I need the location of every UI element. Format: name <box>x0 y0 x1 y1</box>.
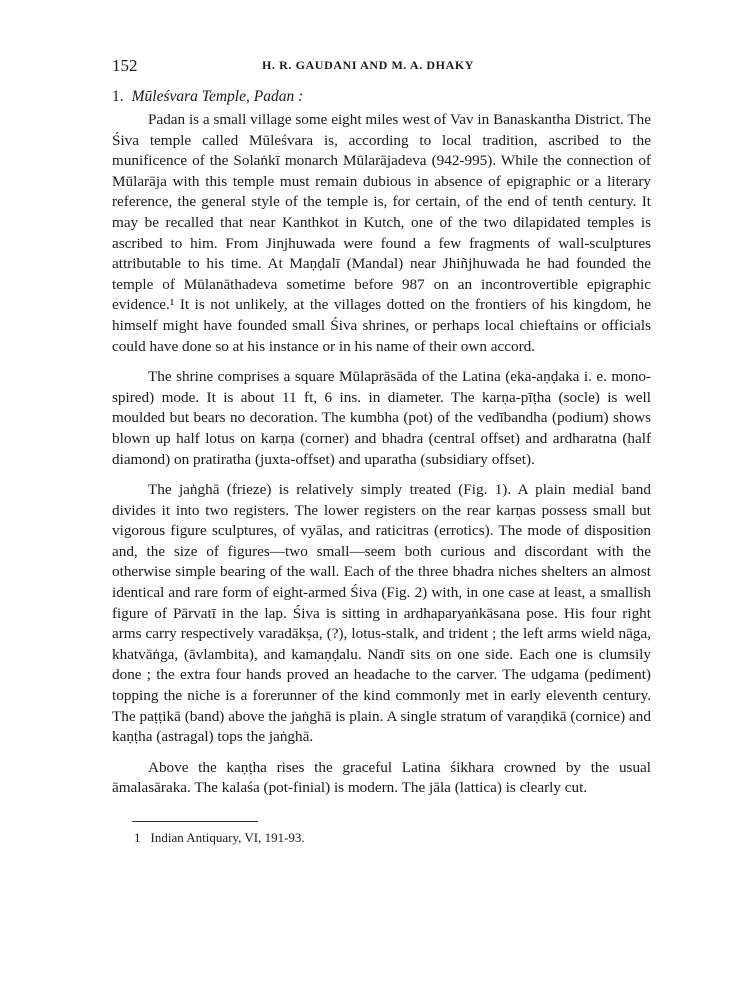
page-number: 152 <box>112 56 138 75</box>
section-number: 1. <box>112 88 124 105</box>
section-heading <box>112 88 651 106</box>
footnote-number: 1 <box>134 830 141 845</box>
running-head: H. R. GAUDANI AND M. A. DHAKY <box>262 58 475 72</box>
paragraph-1: Padan is a small village some eight miles west of Vav in Banaskantha District. The Śiva temple called Mūleśvara is, according to local tradition, ascribed to the munificence of the Solaṅkī monarch Mūlarājadeva (942-995). While the connection of Mūlarāja with this temple must remain dubious in absence of epigraphic or a literary reference, the general style of the temple is, for certain, of the end of tenth century. It may be recalled that near Kanthkot in Kutch, one of the two dilapidated temples is ascribed to him. From Jinjhuwada were found a few fragments of wall-sculptures attributable to his time. At Maṇḍalī (Mandal) near Jhiñjhuwada he had founded the temple of Mūlanāthadeva sometime before 987 on an incontrovertible epigraphic evidence.¹ It is not unlikely, at the villages dotted on the frontiers of his kingdom, he himself might have founded small Śiva shrines, or perhaps local chieftains or officials could have done so at his instance or in his name of their own accord. <box>112 111 651 355</box>
paragraph-2: The shrine comprises a square Mūlaprāsāda of the Latina (eka-aṇḍaka i. e. mono-spired) mode. It is about 11 ft, 6 ins. in diameter. The karṇa-pīṭha (socle) is well moulded but bears no decoration. The kumbha (pot) of the vedībandha (podium) shows blown up half lotus on karṇa (corner) and bhadra (central offset) and ardharatna (half diamond) on pratiratha (juxta-offset) and uparatha (subsidiary offset). <box>112 368 651 468</box>
footnote-divider <box>132 821 258 822</box>
footnote <box>134 830 651 846</box>
page-header <box>112 52 651 78</box>
paragraph-3: The jaṅghā (frieze) is relatively simply treated (Fig. 1). A plain medial band divides it into two registers. The lower registers on the rear karṇas possess small but vigorous figure sculptures, of vyālas, and raticitras (errotics). The mode of disposition and, the size of figures—two small—seem both curious and discordant with the otherwise simple bearing of the wall. Each of the three bhadra niches shelters an almost identical and rare form of eight-armed Śiva (Fig. 2) with, in one case at least, a smallish figure of Pārvatī in the lap. Śiva is sitting in ardhaparyaṅkāsana pose. His four right arms carry respectively varadākṣa, (?), lotus-stalk, and trident ; the left arms wield nāga, khatvāṅga, (āvlambita), and kamaṇḍalu. Nandī sits on one side. Each one is clumsily done ; the extra four hands proved an headache to the carver. The udgama (pediment) topping the niche is a forerunner of the kind commonly met in early eleventh century. The paṭṭikā (band) above the jaṅghā is plain. A single stratum of varaṇḍikā (cornice) and kaṇṭha (astragal) tops the jaṅghā. <box>112 481 651 746</box>
footnote-text: Indian Antiquary, VI, 191-93. <box>150 830 305 845</box>
paragraph-4: Above the kaṇṭha rises the graceful Latina śikhara crowned by the usual āmalasāraka. The kalaśa (pot-finial) is modern. The jāla (lattica) is clearly cut. <box>112 758 651 797</box>
section-title: Mūleśvara Temple, Padan : <box>131 88 304 105</box>
